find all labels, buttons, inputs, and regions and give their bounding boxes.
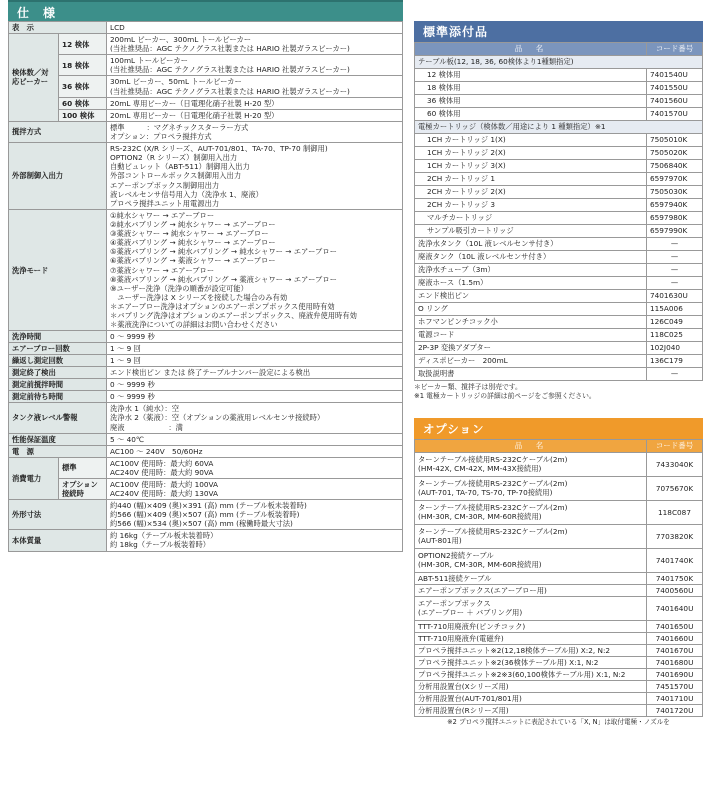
text-line: 約440 (幅)×409 (奥)×391 (高) mm (テーブル板未装着時) <box>110 501 307 511</box>
text-line: 200mL ビーカー、300mL トールビーカー <box>110 35 252 44</box>
spec-row-beaker <box>9 55 403 76</box>
spec-sublabel: 標準 <box>59 457 107 478</box>
spec-row-stirring <box>9 121 403 142</box>
accessories-notes <box>414 383 703 401</box>
item-code: 7505010K <box>647 134 703 147</box>
accessory-row <box>415 69 703 82</box>
text-line: ターンテーブル接続用RS-232Cケーブル(2m) <box>418 503 568 513</box>
accessories-table <box>414 42 703 381</box>
accessory-group <box>415 121 703 134</box>
spec-value <box>107 97 403 109</box>
spec-label: 洗浄モード <box>9 209 107 330</box>
accessory-row <box>415 303 703 316</box>
item-code: 7401630U <box>647 290 703 303</box>
item-name: マルチカートリッジ <box>415 212 647 225</box>
option-row <box>415 548 703 572</box>
item-code: — <box>647 264 703 277</box>
spec-value: AC100 ～ 240V 50/60Hz <box>107 445 403 457</box>
option-row <box>415 596 703 620</box>
item-code: 7401720U <box>647 704 703 716</box>
note: ＊ビーカー類、撹拌子は別売です。 <box>414 383 522 391</box>
text-line: ABT-511接続ケーブル <box>418 573 492 583</box>
text-line: ユーザー洗浄は X シリーズを接続した場合のみ有効 <box>110 292 288 302</box>
option-row <box>415 476 703 500</box>
text-line: ＊バブリング洗浄はオプションのエアーポンプボックス、廃液弁使用時有効 <box>110 311 357 321</box>
text-line: ⑥薬液バブリング → 薬液シャワー → エアーブロー <box>110 256 276 266</box>
text-line: 20mL 専用ビーカー（日電理化硝子社製 H-20 型） <box>110 110 279 120</box>
spec-row-tank <box>9 403 403 433</box>
spec-value: 1 ～ 9 回 <box>107 343 403 355</box>
note: ※1 電極カートリッジの詳細は前ページをご参照ください。 <box>414 391 596 400</box>
accessory-row <box>415 82 703 95</box>
spec-sublabel: 36 検体 <box>59 76 107 97</box>
spec-row <box>9 379 403 391</box>
spec-row <box>9 331 403 343</box>
item-code: — <box>647 277 703 290</box>
item-code: 102J040 <box>647 342 703 355</box>
spec-value: エンド検出ピン または 終了テーブルナンバー設定による検出 <box>107 367 403 379</box>
item-name <box>415 620 647 632</box>
spec-row-display <box>9 22 403 34</box>
accessory-row <box>415 355 703 368</box>
item-name <box>415 500 647 524</box>
spec-value: 5 ～ 40℃ <box>107 433 403 445</box>
item-code: 7401710U <box>647 692 703 704</box>
spec-sublabel: 60 検体 <box>59 97 107 109</box>
spec-label: 本体質量 <box>9 530 107 551</box>
spec-section <box>8 0 403 552</box>
text-line: AC240V 使用時：最大約 90VA <box>110 467 214 477</box>
item-name <box>415 668 647 680</box>
spec-sublabel: 18 検体 <box>59 55 107 76</box>
text-line: (当社推奨品：AGC テクノグラス社製または HARIO 社製ガラスビーカー) <box>110 65 350 75</box>
accessory-row <box>415 251 703 264</box>
text-line: ターンテーブル接続用RS-232Cケーブル(2m) <box>418 527 568 537</box>
item-name: 洗浄水チューブ（3m） <box>415 264 647 277</box>
spec-label: 外部制御入出力 <box>9 143 107 210</box>
accessory-group <box>415 56 703 69</box>
spec-label: 検体数／対応ビーカー <box>9 34 59 122</box>
text-line: 分析用設置台(Xシリーズ用) <box>418 681 509 691</box>
text-line: プロペラ撹拌ユニット※2※3(60,100検体テーブル用) X:1, N:2 <box>418 669 626 679</box>
spec-label: 測定前撹拌時間 <box>9 379 107 391</box>
spec-row <box>9 391 403 403</box>
spec-table <box>8 21 403 552</box>
option-row <box>415 524 703 548</box>
accessory-row <box>415 316 703 329</box>
accessory-row <box>415 225 703 238</box>
option-row <box>415 572 703 584</box>
item-code: 7451570U <box>647 680 703 692</box>
text-line: ＊薬液洗浄についての詳細はお問い合わせください <box>110 320 278 330</box>
spec-row-consumption <box>9 457 403 478</box>
option-row <box>415 656 703 668</box>
item-name: 18 検体用 <box>415 82 647 95</box>
item-name <box>415 572 647 584</box>
text-line: プロペラ撹拌ユニット用電源出力 <box>110 198 220 208</box>
text-line: 約 18kg（テーブル板装着時） <box>110 540 211 550</box>
item-code: 7401660U <box>647 632 703 644</box>
item-name: 1CH カートリッジ 1(X) <box>415 134 647 147</box>
text-line: 外部コントロールボックス制御用入出力 <box>110 171 242 181</box>
text-line: 20mL 専用ビーカー（日電理化硝子社製 H-20 型） <box>110 98 279 108</box>
text-line: 30mL ビーカー、50mL トールビーカー <box>110 77 242 87</box>
item-code: 7401540U <box>647 69 703 82</box>
accessory-row <box>415 160 703 173</box>
spec-label: 撹拌方式 <box>9 121 107 142</box>
option-row <box>415 632 703 644</box>
item-code: 7401650U <box>647 620 703 632</box>
spec-value: LCD <box>107 22 403 34</box>
spec-value <box>107 403 403 433</box>
option-row <box>415 644 703 656</box>
spec-label: 洗浄時間 <box>9 331 107 343</box>
spec-value <box>107 55 403 76</box>
option-row <box>415 680 703 692</box>
item-name: 2CH カートリッジ 1 <box>415 173 647 186</box>
text-line: (HM-42X, CM-42X, MM-43X接続用) <box>418 464 542 474</box>
accessory-row <box>415 147 703 160</box>
text-line: ⑧薬液バブリング → 純水バブリング → 薬液シャワー → エアーブロー <box>110 274 337 284</box>
item-code: — <box>647 251 703 264</box>
item-name: 1CH カートリッジ 2(X) <box>415 147 647 160</box>
options-title: オプション <box>414 418 703 439</box>
spec-value <box>107 76 403 97</box>
item-name: 2CH カートリッジ 3 <box>415 199 647 212</box>
text-line: (AUT-701, TA-70, TS-70, TP-70接続用) <box>418 488 553 498</box>
option-row <box>415 692 703 704</box>
spec-sublabel: 12 検体 <box>59 34 107 55</box>
item-name: 60 検体用 <box>415 108 647 121</box>
col-header-name: 品 名 <box>415 43 647 56</box>
spec-label: 性能保証温度 <box>9 433 107 445</box>
spec-row <box>9 367 403 379</box>
text-line: 洗浄水 1（純水）：空 <box>110 404 179 414</box>
spec-row-dims <box>9 500 403 530</box>
item-code: 136C179 <box>647 355 703 368</box>
group-name: テーブル板(12, 18, 36, 60検体より1種類指定) <box>415 56 703 69</box>
item-name: ホフマンピンチコック小 <box>415 316 647 329</box>
item-name <box>415 452 647 476</box>
item-code: 7505020K <box>647 147 703 160</box>
text-line: 分析用設置台(AUT-701/801用) <box>418 693 522 703</box>
item-code: 7401550U <box>647 82 703 95</box>
spec-sublabel: オプション接続時 <box>59 478 107 499</box>
spec-row-wash <box>9 209 403 330</box>
item-name: 取扱説明書 <box>415 368 647 381</box>
item-code: 7401640U <box>647 596 703 620</box>
accessory-row <box>415 342 703 355</box>
spec-label: タンク液レベル警報 <box>9 403 107 433</box>
item-code: 7703820K <box>647 524 703 548</box>
accessory-row <box>415 264 703 277</box>
spec-row-weight <box>9 530 403 551</box>
item-code: 7433040K <box>647 452 703 476</box>
text-line: ③薬液シャワー → 純水シャワー → エアーブロー <box>110 229 269 239</box>
item-name <box>415 704 647 716</box>
spec-value: 0 ～ 9999 秒 <box>107 391 403 403</box>
option-row <box>415 620 703 632</box>
text-line: ⑦薬液シャワー → エアーブロー <box>110 265 215 275</box>
text-line: (AUT-801用) <box>418 536 462 546</box>
spec-row-beaker <box>9 97 403 109</box>
item-name <box>415 656 647 668</box>
options-table <box>414 439 703 717</box>
accessory-row <box>415 329 703 342</box>
spec-row-beaker <box>9 76 403 97</box>
accessory-row <box>415 173 703 186</box>
item-name: 1CH カートリッジ 3(X) <box>415 160 647 173</box>
text-line: ターンテーブル接続用RS-232Cケーブル(2m) <box>418 455 568 465</box>
col-header-code: コード番号 <box>647 43 703 56</box>
col-header-name: 品 名 <box>415 439 647 452</box>
text-line: AC100V 使用時：最大約 100VA <box>110 479 219 489</box>
text-line: (当社推奨品：AGC テクノグラス社製または HARIO 社製ガラスビーカー) <box>110 44 350 54</box>
item-code: 6597980K <box>647 212 703 225</box>
spec-title: 仕 様 <box>8 0 403 21</box>
item-code: 6597970K <box>647 173 703 186</box>
item-name: 電源コード <box>415 329 647 342</box>
spec-value <box>107 209 403 330</box>
accessory-row <box>415 277 703 290</box>
item-name <box>415 680 647 692</box>
item-name: 廃液タンク（10L 液レベルセンサ付き） <box>415 251 647 264</box>
text-line: ＊エアーブロー洗浄はオプションのエアーポンプボックス使用時有効 <box>110 301 335 311</box>
accessory-row <box>415 95 703 108</box>
item-code: 7401750K <box>647 572 703 584</box>
spec-label: エアーブロー回数 <box>9 343 107 355</box>
item-name: 洗浄水タンク（10L 液レベルセンサ付き） <box>415 238 647 251</box>
item-name: 2CH カートリッジ 2(X) <box>415 186 647 199</box>
spec-row <box>9 355 403 367</box>
spec-value: 1 ～ 9 回 <box>107 355 403 367</box>
item-code: 7401690U <box>647 668 703 680</box>
text-line: 約566 (幅)×409 (奥)×507 (高) mm (テーブル板装着時) <box>110 510 300 520</box>
text-line: 約566 (幅)×534 (奥)×507 (高) mm (稼働時最大寸法) <box>110 519 293 529</box>
item-name <box>415 692 647 704</box>
accessory-row <box>415 134 703 147</box>
text-line: (当社推奨品：AGC テクノグラス社製または HARIO 社製ガラスビーカー) <box>110 86 350 96</box>
text-line: ⑨ユーザー洗浄（洗浄の順番が設定可能） <box>110 283 248 293</box>
text-line: AC240V 使用時：最大約 130VA <box>110 488 219 498</box>
text-line: 洗浄水 2（薬液）：空（オプションの薬液用レベルセンサ接続時） <box>110 413 325 423</box>
right-column <box>414 0 703 726</box>
accessory-row <box>415 238 703 251</box>
item-name <box>415 476 647 500</box>
item-name <box>415 548 647 572</box>
text-line: (HM-30R, CM-30R, MM-60R接続用) <box>418 560 542 570</box>
option-row <box>415 500 703 524</box>
spec-label: 外形寸法 <box>9 500 107 530</box>
spec-value <box>107 457 403 478</box>
text-line: RS-232C (X/R シリーズ、AUT-701/801、TA-70、TP-70 制御用) <box>110 144 328 154</box>
item-name: 2P-3P 変換アダプター <box>415 342 647 355</box>
spec-value <box>107 109 403 121</box>
item-code: 7075670K <box>647 476 703 500</box>
item-code: 6597940K <box>647 199 703 212</box>
text-line: ②純水バブリング → 純水シャワー → エアーブロー <box>110 219 276 229</box>
item-name: 36 検体用 <box>415 95 647 108</box>
spec-sublabel: 100 検体 <box>59 109 107 121</box>
text-line: (HM-30R, CM-30R, MM-60R接続用) <box>418 512 542 522</box>
item-code: 7401680U <box>647 656 703 668</box>
item-name <box>415 596 647 620</box>
text-line: エアーポンプボックス <box>418 599 491 609</box>
item-code: 7401670U <box>647 644 703 656</box>
text-line: 分析用設置台(Rシリーズ用) <box>418 705 509 715</box>
text-line: 100mL トールビーカー <box>110 56 188 66</box>
text-line: プロペラ撹拌ユニット※2(12,18検体テーブル用) X:2, N:2 <box>418 645 611 655</box>
accessories-title: 標準添付品 <box>414 21 703 42</box>
spec-value <box>107 500 403 530</box>
text-line: TTT-710用廃液弁(ピンチコック) <box>418 621 526 631</box>
accessory-row <box>415 290 703 303</box>
item-name: サンプル吸引カートリッジ <box>415 225 647 238</box>
spec-value <box>107 121 403 142</box>
item-name: エンド検出ピン <box>415 290 647 303</box>
text-line: エアーポンプボックス制御用出力 <box>110 180 220 190</box>
text-line: 液レベルセンサ信号用入力（洗浄水 1、廃液） <box>110 189 263 199</box>
spec-label: 測定終了検出 <box>9 367 107 379</box>
item-name: O リング <box>415 303 647 316</box>
item-name <box>415 584 647 596</box>
spec-row-beaker <box>9 34 403 55</box>
text-line: ターンテーブル接続用RS-232Cケーブル(2m) <box>418 479 568 489</box>
text-line: プロペラ撹拌ユニット※2(36検体テーブル用) X:1, N:2 <box>418 657 599 667</box>
item-code: 7400560U <box>647 584 703 596</box>
spec-label: 電 源 <box>9 445 107 457</box>
item-code: 115A006 <box>647 303 703 316</box>
spec-row <box>9 343 403 355</box>
spec-label: 繰返し測定回数 <box>9 355 107 367</box>
group-name: 電極カートリッジ（検体数／用途により 1 種類指定）※1 <box>415 121 703 134</box>
col-header-code: コード番号 <box>647 439 703 452</box>
text-line: ⑤薬液バブリング → 純水バブリング → 純水シャワー → エアーブロー <box>110 247 337 257</box>
option-row <box>415 668 703 680</box>
text-line: OPTION2接続ケーブル <box>418 551 494 561</box>
text-line: (エアーブロー ＋ バブリング用) <box>418 608 523 618</box>
item-name: 12 検体用 <box>415 69 647 82</box>
item-code: 7506840K <box>647 160 703 173</box>
item-name: ディスポビーカー 200mL <box>415 355 647 368</box>
accessory-row <box>415 212 703 225</box>
item-name <box>415 632 647 644</box>
item-code: 7401560U <box>647 95 703 108</box>
item-code: — <box>647 368 703 381</box>
text-line: ④薬液バブリング → 純水シャワー → エアーブロー <box>110 238 276 248</box>
text-line: TTT-710用廃液弁(電磁弁) <box>418 633 504 643</box>
item-code: 7505030K <box>647 186 703 199</box>
text-line: オプション：プロペラ撹拌方式 <box>110 131 212 141</box>
text-line: OPTION2（R シリーズ）制御用入出力 <box>110 153 238 163</box>
spec-value: 0 ～ 9999 秒 <box>107 379 403 391</box>
spec-value <box>107 530 403 551</box>
text-line: AC100V 使用時：最大約 60VA <box>110 458 214 468</box>
spec-row-beaker <box>9 109 403 121</box>
spec-row-power <box>9 445 403 457</box>
item-name <box>415 524 647 548</box>
spec-label: 消費電力 <box>9 457 59 499</box>
item-code: 126C049 <box>647 316 703 329</box>
option-row <box>415 452 703 476</box>
text-line: 約 16kg（テーブル板未装着時） <box>110 531 218 541</box>
text-line: 廃液 ：満 <box>110 422 183 432</box>
spec-label: 測定前待ち時間 <box>9 391 107 403</box>
text-line: エアーポンプボックス(エアーブロー用) <box>418 585 547 595</box>
accessory-row <box>415 199 703 212</box>
text-line: 自動ビュレット（ABT-511）制御用入出力 <box>110 162 250 172</box>
text-line: ①純水シャワー → エアーブロー <box>110 210 215 220</box>
item-code: 7401740K <box>647 548 703 572</box>
spec-value: 0 ～ 9999 秒 <box>107 331 403 343</box>
item-code: 118C087 <box>647 500 703 524</box>
spec-value <box>107 34 403 55</box>
accessory-row <box>415 108 703 121</box>
options-footnote: ※2 プロペラ撹拌ユニットに表記されている「X, N」は取付電極・ノズルを <box>447 717 670 726</box>
spec-label: 表 示 <box>9 22 107 34</box>
text-line: 標準 ：マグネチックスターラー方式 <box>110 122 249 132</box>
spec-row-temp <box>9 433 403 445</box>
item-code: 118C025 <box>647 329 703 342</box>
item-name <box>415 644 647 656</box>
item-name: 廃液ホース（1.5m） <box>415 277 647 290</box>
spec-value <box>107 143 403 210</box>
item-code: 7401570U <box>647 108 703 121</box>
option-row <box>415 584 703 596</box>
item-code: — <box>647 238 703 251</box>
accessory-row <box>415 368 703 381</box>
spec-row-consumption <box>9 478 403 499</box>
accessory-row <box>415 186 703 199</box>
spec-value <box>107 478 403 499</box>
option-row <box>415 704 703 716</box>
spec-row-io <box>9 143 403 210</box>
item-code: 6597990K <box>647 225 703 238</box>
